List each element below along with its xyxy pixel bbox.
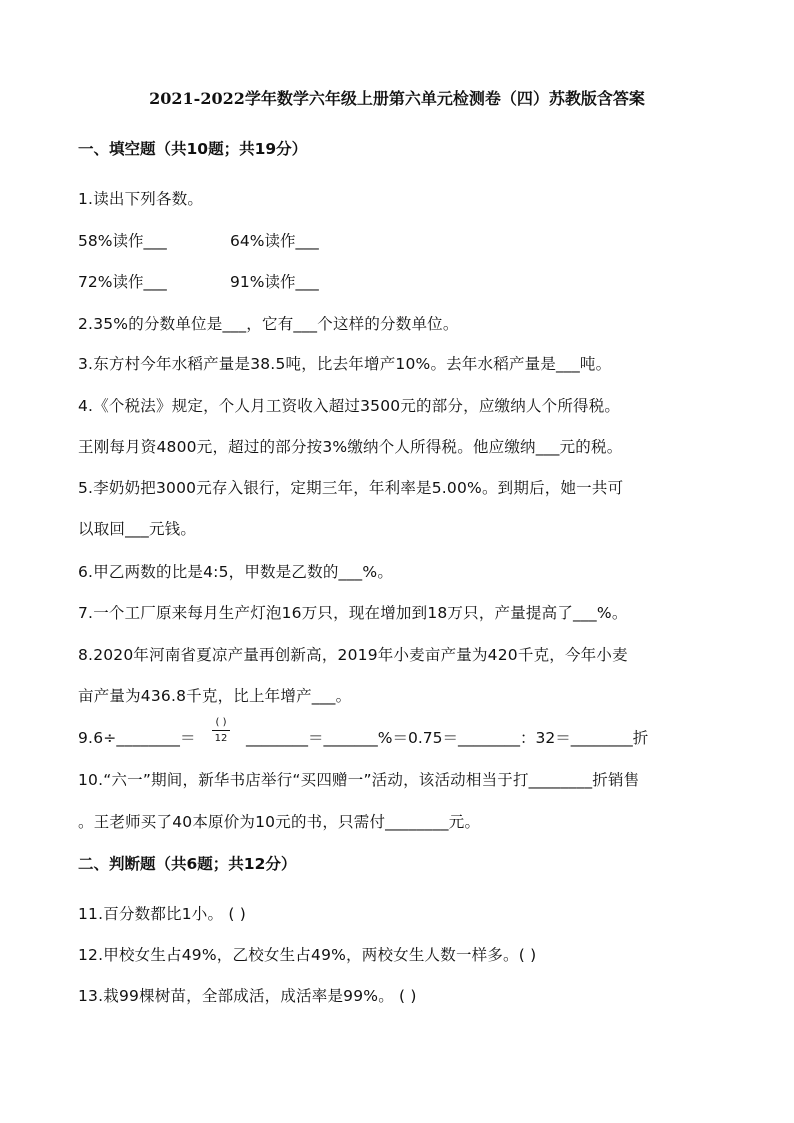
document-title: 2021-2022学年数学六年级上册第六单元检测卷（四）苏教版含答案 xyxy=(149,89,645,108)
question-13: 13.栽99棵树苗，全部成活，成活率是99%。 ( ) xyxy=(78,987,417,1005)
question-5-line-1: 5.李奶奶把3000元存入银行，定期三年，年利率是5.00%。到期后，她一共可 xyxy=(78,479,624,497)
question-1-item-b: 64%读作___ xyxy=(230,232,319,250)
section-heading-true-false: 二、判断题（共6题；共12分） xyxy=(78,855,297,873)
question-6: 6.甲乙两数的比是4:5，甲数是乙数的___%。 xyxy=(78,563,394,581)
question-12: 12.甲校女生占49%，乙校女生占49%，两校女生人数一样多。( ) xyxy=(78,946,537,964)
question-10-line-1: 10.“六一”期间，新华书店举行“买四赠一”活动，该活动相当于打________折销售 xyxy=(78,771,640,789)
fraction-denominator: 12 xyxy=(214,733,228,744)
fraction-numerator: ( ) xyxy=(215,717,227,728)
question-7: 7.一个工厂原来每月生产灯泡16万只，现在增加到18万只，产量提高了___%。 xyxy=(78,604,628,622)
question-1-item-c: 72%读作___ xyxy=(78,273,167,291)
question-3: 3.东方村今年水稻产量是38.5吨，比去年增产10%。去年水稻产量是___吨。 xyxy=(78,355,612,373)
section-heading-fill-blank: 一、填空题（共10题；共19分） xyxy=(78,140,308,158)
question-10-line-2: 。王老师买了40本原价为10元的书，只需付________元。 xyxy=(78,813,481,831)
question-1-item-a: 58%读作___ xyxy=(78,232,167,250)
question-9-left: 9.6÷________＝ xyxy=(78,729,196,747)
question-8-line-2: 亩产量为436.8千克，比上年增产___。 xyxy=(78,687,352,705)
question-1-item-d: 91%读作___ xyxy=(230,273,319,291)
question-5-line-2: 以取回___元钱。 xyxy=(78,520,197,538)
question-9-right: ________＝_______%＝0.75＝________：32＝________折 xyxy=(246,729,649,747)
question-11: 11.百分数都比1小。 ( ) xyxy=(78,905,246,923)
question-1: 1.读出下列各数。 xyxy=(78,190,204,208)
question-4-line-1: 4.《个税法》规定，个人月工资收入超过3500元的部分，应缴纳人个所得税。 xyxy=(78,397,621,415)
question-9-fraction xyxy=(212,716,230,745)
question-4-line-2: 王刚每月资4800元，超过的部分按3%缴纳个人所得税。他应缴纳___元的税。 xyxy=(78,438,623,456)
fraction-bar xyxy=(212,730,230,731)
question-8-line-1: 8.2020年河南省夏凉产量再创新高，2019年小麦亩产量为420千克，今年小麦 xyxy=(78,646,628,664)
question-2: 2.35%的分数单位是___，它有___个这样的分数单位。 xyxy=(78,315,459,333)
